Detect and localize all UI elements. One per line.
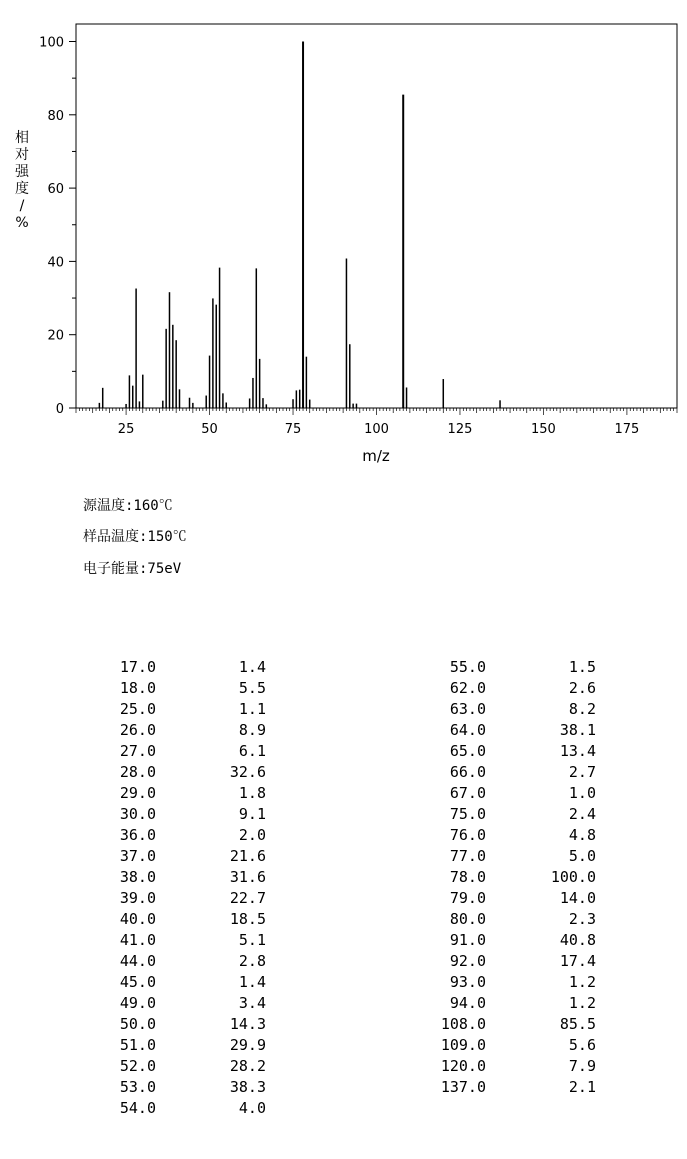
mz-value: 108.0: [440, 1015, 486, 1033]
mz-value: 54.0: [119, 1099, 156, 1117]
table-row: [86, 867, 266, 888]
mz-value: 137.0: [440, 1078, 486, 1096]
table-row: [416, 678, 596, 699]
y-tick-label: 60: [47, 182, 64, 198]
table-row: [86, 825, 266, 846]
mz-value: 25.0: [119, 700, 156, 718]
table-row: [416, 951, 596, 972]
y-tick-label: 0: [55, 402, 64, 417]
peak-table-left: [86, 657, 266, 1119]
y-axis: [39, 36, 76, 418]
table-row: [86, 1014, 266, 1035]
abundance-value: 5.1: [238, 931, 266, 949]
table-row: [86, 1056, 266, 1077]
table-row: [86, 1035, 266, 1056]
mass-spectrum-chart: [0, 0, 687, 480]
abundance-value: 31.6: [229, 868, 266, 886]
mz-value: 120.0: [440, 1057, 486, 1075]
x-axis: [76, 408, 677, 437]
abundance-value: 85.5: [559, 1015, 596, 1033]
abundance-value: 2.8: [238, 952, 266, 970]
mz-value: 75.0: [449, 805, 486, 823]
table-row: [416, 888, 596, 909]
table-row: [86, 846, 266, 867]
mz-value: 36.0: [119, 826, 156, 844]
mz-value: 52.0: [119, 1057, 156, 1075]
mz-value: 37.0: [119, 847, 156, 865]
mz-value: 78.0: [449, 868, 486, 886]
table-row: [86, 804, 266, 825]
table-row: [86, 678, 266, 699]
mz-value: 18.0: [119, 679, 156, 697]
table-row: [86, 909, 266, 930]
mz-value: 77.0: [449, 847, 486, 865]
table-row: [416, 1035, 596, 1056]
y-tick-label: 40: [47, 255, 64, 271]
mz-value: 44.0: [119, 952, 156, 970]
mz-value: 93.0: [449, 973, 486, 991]
y-axis-label-text: 相对强度/%: [15, 130, 29, 231]
table-row: [86, 930, 266, 951]
table-row: [416, 993, 596, 1014]
abundance-value: 5.0: [568, 847, 596, 865]
table-row: [416, 657, 596, 678]
mz-value: 80.0: [449, 910, 486, 928]
x-axis-label: m/z: [362, 447, 390, 465]
mz-value: 49.0: [119, 994, 156, 1012]
x-tick-label: 50: [201, 422, 218, 437]
abundance-value: 4.8: [568, 826, 596, 844]
mz-value: 91.0: [449, 931, 486, 949]
x-tick-label: 75: [284, 422, 302, 437]
table-row: [416, 699, 596, 720]
abundance-value: 3.4: [238, 994, 266, 1012]
abundance-value: 5.5: [238, 679, 266, 697]
table-row: [86, 762, 266, 783]
mz-value: 39.0: [119, 889, 156, 907]
abundance-value: 100.0: [550, 868, 596, 886]
abundance-value: 5.6: [568, 1036, 596, 1054]
table-row: [86, 720, 266, 741]
mz-value: 92.0: [449, 952, 486, 970]
abundance-value: 40.8: [559, 931, 596, 949]
abundance-value: 17.4: [559, 952, 596, 970]
table-row: [416, 762, 596, 783]
abundance-value: 2.0: [238, 826, 266, 844]
abundance-value: 22.7: [229, 889, 266, 907]
table-row: [86, 972, 266, 993]
abundance-value: 1.8: [238, 784, 266, 802]
abundance-value: 1.0: [568, 784, 596, 802]
abundance-value: 18.5: [229, 910, 266, 928]
peak-table-right: [416, 657, 596, 1098]
table-row: [416, 972, 596, 993]
abundance-value: 14.3: [229, 1015, 266, 1033]
table-row: [416, 846, 596, 867]
abundance-value: 9.1: [238, 805, 266, 823]
table-row: [86, 741, 266, 762]
mz-value: 50.0: [119, 1015, 156, 1033]
table-row: [416, 909, 596, 930]
table-row: [86, 699, 266, 720]
abundance-value: 2.7: [568, 763, 596, 781]
abundance-value: 13.4: [559, 742, 596, 760]
mz-value: 64.0: [449, 721, 486, 739]
mz-value: 67.0: [449, 784, 486, 802]
abundance-value: 28.2: [229, 1057, 266, 1075]
mz-value: 109.0: [440, 1036, 486, 1054]
abundance-value: 1.5: [568, 658, 596, 676]
table-row: [416, 720, 596, 741]
abundance-value: 8.2: [568, 700, 596, 718]
abundance-value: 38.3: [229, 1078, 266, 1096]
mz-value: 45.0: [119, 973, 156, 991]
table-row: [416, 867, 596, 888]
abundance-value: 1.4: [238, 658, 266, 676]
mz-value: 51.0: [119, 1036, 156, 1054]
table-row: [86, 888, 266, 909]
abundance-value: 1.4: [238, 973, 266, 991]
abundance-value: 32.6: [229, 763, 266, 781]
x-tick-label: 25: [117, 422, 135, 437]
abundance-value: 2.3: [568, 910, 596, 928]
mz-value: 27.0: [119, 742, 156, 760]
table-row: [86, 993, 266, 1014]
mz-value: 29.0: [119, 784, 156, 802]
table-row: [86, 1098, 266, 1119]
table-row: [416, 741, 596, 762]
table-row: [86, 657, 266, 678]
mz-value: 53.0: [119, 1078, 156, 1096]
spectrum-bars: [99, 42, 500, 409]
abundance-value: 8.9: [238, 721, 266, 739]
abundance-value: 1.2: [568, 973, 596, 991]
abundance-value: 4.0: [238, 1099, 266, 1117]
abundance-value: 2.4: [568, 805, 596, 823]
table-row: [416, 825, 596, 846]
x-tick-label: 125: [447, 422, 473, 437]
mz-value: 65.0: [449, 742, 486, 760]
mz-value: 76.0: [449, 826, 486, 844]
abundance-value: 14.0: [559, 889, 596, 907]
x-tick-label: 175: [614, 422, 640, 437]
table-row: [86, 951, 266, 972]
electron-energy: 电子能量:75eV: [83, 561, 182, 577]
mz-value: 79.0: [449, 889, 486, 907]
y-tick-label: 20: [47, 328, 64, 344]
abundance-value: 29.9: [229, 1036, 266, 1054]
y-axis-label: [14, 130, 36, 232]
sample-temperature: 样品温度:150℃: [83, 529, 187, 545]
abundance-value: 6.1: [238, 742, 266, 760]
mz-value: 40.0: [119, 910, 156, 928]
mz-value: 94.0: [449, 994, 486, 1012]
y-tick-label: 80: [47, 108, 64, 124]
abundance-value: 7.9: [568, 1057, 596, 1075]
abundance-value: 1.2: [568, 994, 596, 1012]
table-row: [416, 930, 596, 951]
abundance-value: 1.1: [238, 700, 266, 718]
table-row: [416, 783, 596, 804]
x-tick-label: 150: [531, 422, 556, 437]
table-row: [416, 1056, 596, 1077]
mz-value: 55.0: [449, 658, 486, 676]
x-tick-label: 100: [364, 422, 389, 437]
mz-value: 62.0: [449, 679, 486, 697]
abundance-value: 21.6: [229, 847, 266, 865]
abundance-value: 2.1: [568, 1078, 596, 1096]
source-temperature: 源温度:160℃: [83, 498, 173, 514]
mz-value: 17.0: [119, 658, 156, 676]
mz-value: 28.0: [119, 763, 156, 781]
table-row: [86, 783, 266, 804]
table-row: [416, 1077, 596, 1098]
mz-value: 30.0: [119, 805, 156, 823]
table-row: [86, 1077, 266, 1098]
table-row: [416, 804, 596, 825]
table-row: [416, 1014, 596, 1035]
abundance-value: 38.1: [559, 721, 596, 739]
mz-value: 63.0: [449, 700, 486, 718]
y-tick-label: 100: [39, 35, 64, 51]
mz-value: 66.0: [449, 763, 486, 781]
abundance-value: 2.6: [568, 679, 596, 697]
mz-value: 41.0: [119, 931, 156, 949]
mz-value: 38.0: [119, 868, 156, 886]
mz-value: 26.0: [119, 721, 156, 739]
